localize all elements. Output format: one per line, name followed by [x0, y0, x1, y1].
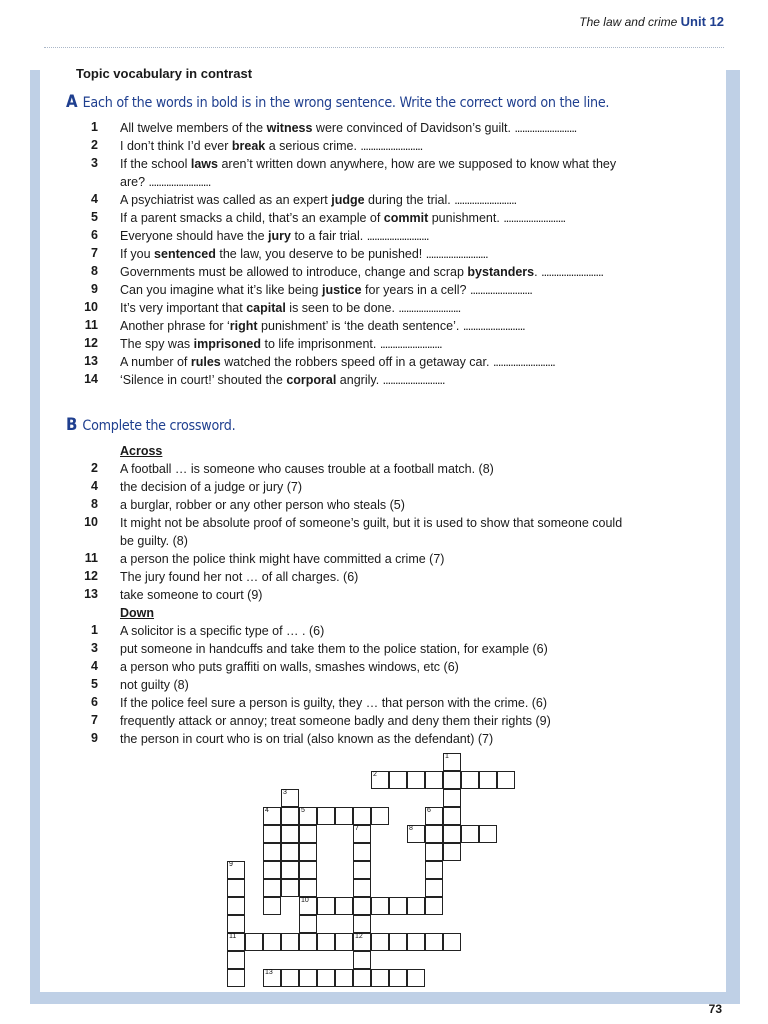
- crossword-cell-number: 13: [265, 969, 273, 976]
- crossword-cell[interactable]: [263, 897, 281, 915]
- crossword-cell[interactable]: [425, 897, 443, 915]
- sentence-text: to a fair trial.: [290, 229, 364, 243]
- crossword-cell[interactable]: [407, 969, 425, 987]
- clue-number: 4: [91, 659, 98, 673]
- crossword-cell[interactable]: [245, 933, 263, 951]
- crossword-cell[interactable]: [299, 807, 317, 825]
- clue-number: 12: [84, 569, 98, 583]
- crossword-cell[interactable]: [443, 933, 461, 951]
- clue-text: The jury found her not … of all charges. (6): [120, 570, 359, 584]
- crossword-cell-number: 9: [229, 861, 233, 868]
- sentence-item: [120, 138, 422, 154]
- panel-top-border: [44, 47, 724, 48]
- crossword-cell[interactable]: [407, 825, 425, 843]
- clue-text: frequently attack or annoy; treat someone badly and deny them their rights (9): [120, 714, 551, 728]
- sentence-text: the law, you deserve to be punished!: [215, 247, 423, 261]
- answer-line[interactable]: .........................: [514, 121, 577, 135]
- clue-number: 9: [91, 731, 98, 745]
- sentence-item: [120, 246, 488, 262]
- clue-text: It might not be absolute proof of someone’s guilt, but it is used to show that someone could: [120, 516, 623, 530]
- sentence-text: to life imprisonment.: [261, 337, 377, 351]
- clue-number: 10: [84, 515, 98, 529]
- crossword-cell[interactable]: [443, 825, 461, 843]
- crossword-cell[interactable]: [227, 915, 245, 933]
- clue-heading: Across: [120, 444, 163, 458]
- crossword-cell[interactable]: [371, 897, 389, 915]
- crossword-cell-number: 4: [265, 807, 269, 814]
- crossword-cell[interactable]: [353, 879, 371, 897]
- page-header: [579, 14, 724, 29]
- crossword-cell-number: 6: [427, 807, 431, 814]
- crossword-cell[interactable]: [443, 843, 461, 861]
- crossword-cell[interactable]: [335, 807, 353, 825]
- sentence-text: during the trial.: [364, 193, 451, 207]
- answer-line[interactable]: .........................: [425, 247, 488, 261]
- answer-line[interactable]: .........................: [148, 175, 211, 189]
- crossword-cell[interactable]: [299, 969, 317, 987]
- crossword-cell[interactable]: [227, 951, 245, 969]
- clue-number: 7: [91, 713, 98, 727]
- bold-word: laws: [190, 157, 218, 171]
- sentence-item: [120, 282, 532, 298]
- crossword-cell[interactable]: [425, 879, 443, 897]
- crossword-cell-number: 3: [283, 789, 287, 796]
- crossword-cell[interactable]: [335, 897, 353, 915]
- sentence-text: punishment.: [428, 211, 500, 225]
- crossword-cell[interactable]: [317, 933, 335, 951]
- crossword-cell[interactable]: [335, 933, 353, 951]
- item-number: 1: [91, 120, 98, 134]
- sentence-text: punishment’ is ‘the death sentence’.: [257, 319, 460, 333]
- clue-number: 2: [91, 461, 98, 475]
- sentence-text: Governments must be allowed to introduce, change and scrap: [120, 265, 468, 279]
- bold-word: corporal: [286, 373, 337, 387]
- crossword-cell[interactable]: [353, 933, 371, 951]
- sentence-item: [120, 372, 444, 388]
- sentence-text: aren’t written down anywhere, how are we supposed to know what they: [217, 157, 617, 171]
- crossword-cell[interactable]: [479, 771, 497, 789]
- item-number: 9: [91, 282, 98, 296]
- crossword-cell[interactable]: [353, 825, 371, 843]
- panel-right-border: [726, 70, 740, 1000]
- crossword-cell[interactable]: [407, 771, 425, 789]
- clue-text: a burglar, robber or any other person who steals (5): [120, 498, 405, 512]
- clue-text: A solicitor is a specific type of … . (6): [120, 624, 325, 638]
- sentence-text: ‘Silence in court!’ shouted the: [120, 373, 287, 387]
- crossword-cell[interactable]: [407, 897, 425, 915]
- bold-word: bystanders: [467, 265, 535, 279]
- sentence-item: [120, 300, 460, 316]
- crossword-cell[interactable]: [353, 807, 371, 825]
- bold-word: commit: [383, 211, 429, 225]
- crossword-cell[interactable]: [407, 933, 425, 951]
- sentence-text: Can you imagine what it’s like being: [120, 283, 322, 297]
- sentence-text: is seen to be done.: [285, 301, 395, 315]
- crossword-cell[interactable]: [353, 915, 371, 933]
- page-number: 73: [708, 1002, 722, 1016]
- crossword-cell-number: 7: [355, 825, 359, 832]
- section-b-letter: B: [66, 415, 78, 435]
- crossword-cell[interactable]: [425, 771, 443, 789]
- section-b-instruction: Complete the crossword.: [82, 418, 236, 434]
- crossword-cell[interactable]: [299, 879, 317, 897]
- bold-word: sentenced: [154, 247, 216, 261]
- header-title: The law and crime: [579, 15, 678, 29]
- crossword-cell[interactable]: [371, 969, 389, 987]
- sentence-item: [120, 318, 525, 334]
- clue-number: 3: [91, 641, 98, 655]
- clue-number: 4: [91, 479, 98, 493]
- clue-text: take someone to court (9): [120, 588, 263, 602]
- crossword-cell[interactable]: [443, 753, 461, 771]
- clue-number: 1: [91, 623, 98, 637]
- crossword-cell[interactable]: [263, 843, 281, 861]
- crossword-cell[interactable]: [497, 771, 515, 789]
- crossword-cell[interactable]: [335, 969, 353, 987]
- crossword-cell[interactable]: [317, 897, 335, 915]
- answer-line[interactable]: .........................: [541, 265, 603, 279]
- crossword-cell[interactable]: [299, 825, 317, 843]
- crossword-cell[interactable]: [263, 861, 281, 879]
- crossword-cell[interactable]: [317, 807, 335, 825]
- sentence-text: angrily.: [336, 373, 380, 387]
- crossword-cell-number: 1: [445, 753, 449, 760]
- topic-title: Topic vocabulary in contrast: [76, 66, 253, 81]
- crossword-cell[interactable]: [425, 933, 443, 951]
- crossword-cell[interactable]: [371, 933, 389, 951]
- crossword-cell[interactable]: [263, 969, 281, 987]
- crossword-cell[interactable]: [281, 861, 299, 879]
- crossword-cell[interactable]: [263, 879, 281, 897]
- crossword-cell[interactable]: [281, 843, 299, 861]
- crossword-cell[interactable]: [443, 771, 461, 789]
- bold-word: capital: [246, 301, 286, 315]
- sentence-text: It’s very important that: [120, 301, 247, 315]
- section-a-letter: A: [66, 92, 78, 112]
- answer-line[interactable]: .........................: [462, 319, 525, 333]
- answer-line[interactable]: .........................: [382, 373, 445, 387]
- header-unit: Unit 12: [680, 14, 724, 29]
- item-number: 8: [91, 264, 98, 278]
- sentence-item: [120, 192, 516, 208]
- crossword-cell[interactable]: [425, 807, 443, 825]
- crossword-cell[interactable]: [425, 861, 443, 879]
- crossword-cell[interactable]: [461, 825, 479, 843]
- sentence-item: [120, 336, 442, 352]
- crossword-cell[interactable]: [425, 825, 443, 843]
- crossword-cell[interactable]: [263, 933, 281, 951]
- bold-word: rules: [190, 355, 221, 369]
- crossword-cell[interactable]: [299, 933, 317, 951]
- answer-line[interactable]: .........................: [454, 193, 517, 207]
- clue-text: be guilty. (8): [120, 534, 188, 548]
- clue-number: 11: [84, 551, 98, 565]
- crossword-cell[interactable]: [443, 807, 461, 825]
- clue-number: 8: [91, 497, 98, 511]
- crossword-cell[interactable]: [371, 771, 389, 789]
- sentence-text: All twelve members of the: [120, 121, 267, 135]
- crossword-cell[interactable]: [443, 789, 461, 807]
- clue-text: If the police feel sure a person is guilty, they … that person with the crime. (6): [120, 696, 548, 710]
- crossword-cell[interactable]: [227, 861, 245, 879]
- item-number: 13: [84, 354, 98, 368]
- sentence-text: I don’t think I’d ever: [120, 139, 232, 153]
- sentence-item: [120, 156, 616, 172]
- clue-number: 6: [91, 695, 98, 709]
- crossword-cell[interactable]: [389, 771, 407, 789]
- crossword-cell[interactable]: [281, 879, 299, 897]
- sentence-text: The spy was: [120, 337, 194, 351]
- crossword-cell[interactable]: [479, 825, 497, 843]
- crossword-cell-number: 11: [229, 933, 237, 940]
- crossword-cell[interactable]: [389, 933, 407, 951]
- item-number: 2: [91, 138, 98, 152]
- crossword-cell[interactable]: [299, 861, 317, 879]
- answer-line[interactable]: .........................: [469, 283, 532, 297]
- sentence-text: .: [534, 265, 538, 279]
- crossword-cell[interactable]: [317, 969, 335, 987]
- bold-word: jury: [268, 229, 291, 243]
- crossword-cell[interactable]: [281, 789, 299, 807]
- sentence-item: [120, 210, 565, 226]
- section-b-heading: [66, 415, 235, 435]
- answer-line[interactable]: .........................: [379, 337, 442, 351]
- clue-text: not guilty (8): [120, 678, 189, 692]
- clue-heading: Down: [120, 606, 155, 620]
- crossword-cell[interactable]: [371, 807, 389, 825]
- item-number: 3: [91, 156, 98, 170]
- crossword-cell-number: 5: [301, 807, 305, 814]
- sentence-text: A number of: [120, 355, 191, 369]
- crossword-cell[interactable]: [389, 897, 407, 915]
- panel-left-border: [30, 70, 40, 1000]
- sentence-item: [120, 354, 555, 370]
- sentence-text: watched the robbers speed off in a getaway car.: [220, 355, 490, 369]
- crossword-cell-number: 2: [373, 771, 377, 778]
- section-a-heading: [66, 92, 609, 112]
- item-number: 5: [91, 210, 98, 224]
- crossword-cell[interactable]: [389, 969, 407, 987]
- crossword-cell[interactable]: [353, 897, 371, 915]
- sentence-text: for years in a cell?: [361, 283, 467, 297]
- sentence-text: A psychiatrist was called as an expert: [120, 193, 332, 207]
- crossword-cell[interactable]: [299, 843, 317, 861]
- crossword-cell[interactable]: [299, 915, 317, 933]
- crossword-cell[interactable]: [227, 897, 245, 915]
- crossword-cell[interactable]: [227, 969, 245, 987]
- item-number: 11: [84, 318, 98, 332]
- crossword-cell[interactable]: [281, 825, 299, 843]
- crossword-cell[interactable]: [425, 843, 443, 861]
- crossword-cell[interactable]: [461, 771, 479, 789]
- clue-text: a person the police think might have committed a crime (7): [120, 552, 445, 566]
- clue-text: A football … is someone who causes trouble at a football match. (8): [120, 462, 494, 476]
- answer-line[interactable]: .........................: [492, 355, 555, 369]
- answer-line[interactable]: .........................: [366, 229, 429, 243]
- item-number: 14: [84, 372, 98, 386]
- sentence-text: were convinced of Davidson’s guilt.: [312, 121, 511, 135]
- crossword-cell[interactable]: [281, 933, 299, 951]
- clue-number: 5: [91, 677, 98, 691]
- crossword-cell[interactable]: [281, 807, 299, 825]
- sentence-text: a serious crime.: [265, 139, 357, 153]
- bold-word: right: [229, 319, 258, 333]
- bold-word: break: [231, 139, 266, 153]
- panel-bottom-border: [30, 992, 740, 1004]
- item-number: 6: [91, 228, 98, 242]
- crossword-cell[interactable]: [263, 825, 281, 843]
- bold-word: imprisoned: [193, 337, 262, 351]
- sentence-text: If a parent smacks a child, that’s an example of: [120, 211, 384, 225]
- section-a-instruction: Each of the words in bold is in the wrong sentence. Write the correct word on the line.: [82, 95, 610, 111]
- bold-word: judge: [331, 193, 365, 207]
- sentence-text: are?: [120, 175, 146, 189]
- crossword-cell-number: 8: [409, 825, 413, 832]
- crossword-cell[interactable]: [281, 969, 299, 987]
- clue-text: the person in court who is on trial (also known as the defendant) (7): [120, 732, 494, 746]
- clue-text: a person who puts graffiti on walls, smashes windows, etc (6): [120, 660, 459, 674]
- item-number: 10: [84, 300, 98, 314]
- clue-number: 13: [84, 587, 98, 601]
- sentence-text: Another phrase for ‘: [120, 319, 230, 333]
- crossword-cell[interactable]: [263, 807, 281, 825]
- crossword-cell[interactable]: [353, 951, 371, 969]
- sentence-item: [120, 264, 603, 280]
- sentence-text: If the school: [120, 157, 191, 171]
- crossword-cell[interactable]: [353, 843, 371, 861]
- sentence-item: [120, 174, 210, 190]
- item-number: 12: [84, 336, 98, 350]
- crossword-cell-number: 12: [355, 933, 363, 940]
- crossword-cell[interactable]: [227, 933, 245, 951]
- crossword-cell[interactable]: [353, 969, 371, 987]
- sentence-text: If you: [120, 247, 155, 261]
- item-number: 4: [91, 192, 98, 206]
- crossword-cell[interactable]: [227, 879, 245, 897]
- bold-word: justice: [321, 283, 362, 297]
- clue-text: put someone in handcuffs and take them to the police station, for example (6): [120, 642, 548, 656]
- item-number: 7: [91, 246, 98, 260]
- crossword-cell[interactable]: [353, 861, 371, 879]
- crossword-cell[interactable]: [299, 897, 317, 915]
- sentence-item: [120, 120, 576, 136]
- clue-text: the decision of a judge or jury (7): [120, 480, 303, 494]
- sentence-item: [120, 228, 429, 244]
- sentence-text: Everyone should have the: [120, 229, 269, 243]
- answer-line[interactable]: .........................: [398, 301, 461, 315]
- crossword-cell-number: 10: [301, 897, 309, 904]
- answer-line[interactable]: .........................: [503, 211, 566, 225]
- bold-word: witness: [266, 121, 313, 135]
- answer-line[interactable]: .........................: [360, 139, 423, 153]
